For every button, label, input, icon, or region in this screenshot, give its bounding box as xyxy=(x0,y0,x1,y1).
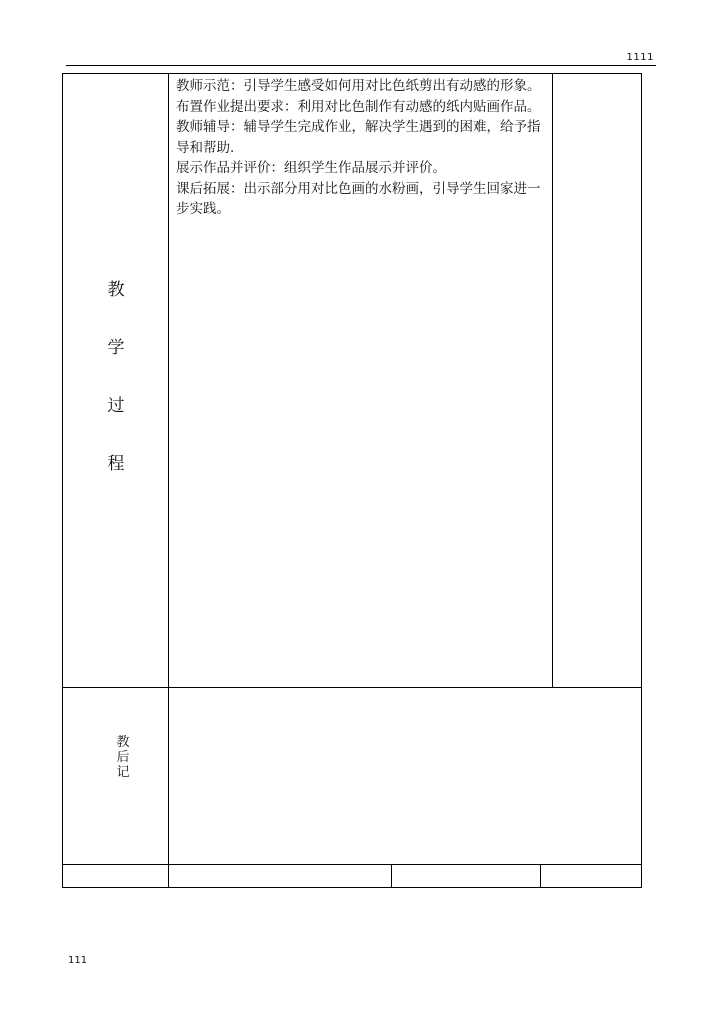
label-char: 后 xyxy=(116,750,130,765)
table-row-divider-reflection xyxy=(62,864,642,865)
process-paragraph: 教师示范：引导学生感受如何用对比色纸剪出有动感的形象。 xyxy=(176,78,541,94)
label-char: 教 xyxy=(107,280,125,300)
process-paragraph: 布置作业提出要求：利用对比色制作有动感的纸内贴画作品。 xyxy=(176,98,541,115)
page-header-number: 1111 xyxy=(626,52,654,63)
table-row-divider-process xyxy=(62,687,642,688)
teaching-process-content xyxy=(176,76,550,220)
process-paragraph: 展示作品并评价：组织学生作品展示并评价。 xyxy=(176,160,446,176)
table-divider-footer-1 xyxy=(391,864,392,888)
post-lesson-notes-label xyxy=(63,735,183,780)
label-char: 程 xyxy=(107,454,125,474)
label-char: 过 xyxy=(107,396,125,416)
process-paragraph: 教师辅导：辅导学生完成作业，解决学生遇到的困难，给予指导和帮助. xyxy=(176,119,541,156)
table-divider-notes-column xyxy=(552,73,553,688)
table-divider-footer-2 xyxy=(540,864,541,888)
label-char: 记 xyxy=(116,765,130,780)
label-char: 学 xyxy=(107,338,125,358)
page-footer-number: 111 xyxy=(68,955,88,966)
teaching-process-label xyxy=(63,275,169,507)
header-rule xyxy=(66,65,656,66)
label-char: 教 xyxy=(116,735,130,750)
process-paragraph: 课后拓展：出示部分用对比色画的水粉画，引导学生回家进一步实践。 xyxy=(176,180,541,217)
